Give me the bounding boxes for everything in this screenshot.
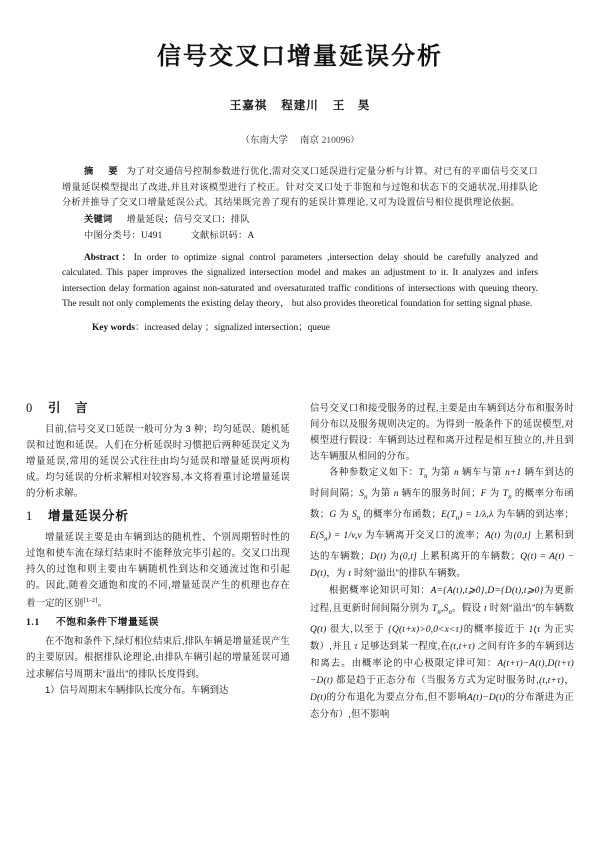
paragraph-right-1: 信号交叉口和接受服务的过程,主要是由车辆到达分布和服务时间分布以及服务规则决定的。为得到一般条件下的延误模型,对模型进行假设：车辆到达过程和离开过程是相互独立的,并且到达车辆服从相同的分布。 [310, 402, 574, 462]
abstract-cn-label: 摘 要 [84, 166, 121, 176]
paragraph-s1-1-a: 增量延误主要是由车辆到达的随机性、个别周期暂时性的过饱和使车流在绿灯结束时不能释放完毕引起的。交叉口出现持久的过饱和则主要由车辆随机性到达和交通流过饱和引起的。因此,随着交通饱和度的不同,增量延误产生的机理也存在着一定的区别 [26, 530, 290, 609]
section-heading-0 [26, 400, 290, 416]
section-title-1: 增量延误分析 [48, 508, 130, 523]
affiliation-institution: （东南大学 [240, 135, 288, 146]
column-right [310, 400, 574, 842]
paragraph-right-3: 根据概率论知识可知：A={A(t),t⩾0},D={D(t),t⩾0}为更新过程,且更新时间间隔分别为 $T_n,S_n$。假设 t 时刻“溢出”的车辆数 Q(t) 很大,以至于 {Q(t+x)>0,0<x<τ}的概率接近于 1(τ 为正实数）,并且 τ 足够达到某一程度,在(t,t+τ) 之间有许多的车辆到达和离去。由概率论的中心极限定律可知：A(t+τ)−A(t),D(t+τ)−D(t) 都是趋于正态分布（当服务方式为定时服务时,(t,t+τ)，D(t)的分布退化为要点分布,但不影响A(t)−D(t)的分布渐进为正态分布）,但不影响 [310, 584, 575, 719]
keywords-en-label: Key words [92, 322, 135, 333]
abstract-en-label: Abstract： [84, 252, 134, 263]
paragraph-s1-1 [26, 529, 290, 612]
keywords-cn-text: 增量延误；信号交叉口；排队 [126, 213, 250, 224]
author-3: 王 昊 [332, 100, 371, 112]
abstract-en [62, 251, 538, 313]
section-title-0: 引 言 [48, 401, 89, 415]
column-left [26, 400, 290, 842]
classification-line [62, 228, 538, 244]
author-list [0, 97, 600, 113]
subsection-heading-1-1 [26, 615, 290, 631]
doc-code-value: A [247, 230, 255, 241]
keywords-cn-label: 关键词 [84, 213, 113, 224]
page-title: 信号交叉口增量延误分析 [157, 42, 443, 70]
paragraph-s1-1-b: 。 [97, 597, 108, 609]
body-columns [26, 400, 574, 842]
section-heading-1 [26, 508, 290, 524]
subsection-number-1-1: 1.1 [26, 617, 40, 629]
keywords-en-text: ：increased delay ；signalized intersection；queue [134, 322, 330, 333]
doc-code-label: 文献标识码： [190, 230, 248, 241]
author-1: 王嘉祺 [229, 100, 268, 112]
abstract-en-text: In order to optimize signal control parameters ,intersection delay should be carefully analyzed and calculated. This paper improves the signalized intersection model and makes an adjustment to it. It analyzes and infers intersection delay formation against non-saturated and oversaturated traffic conditions of intersections with queuing theory. The result not only complements the existing delay theory， but also provides theoretical foundation for setting signal phase. [62, 252, 538, 310]
keywords-cn [62, 212, 538, 228]
author-2: 程建川 [281, 100, 319, 112]
clc-label: 中图分类号： [84, 230, 141, 241]
paragraph-s11-2: 1）信号周期末车辆排队长度分布。车辆到达 [45, 683, 229, 695]
clc-value: U491 [140, 230, 163, 241]
reference-marker[interactable]: [1-2] [83, 597, 98, 605]
section-number-1: 1 [26, 508, 34, 523]
affiliation [0, 132, 600, 146]
abstract-zone [62, 164, 538, 336]
abstract-cn [62, 164, 538, 211]
affiliation-zip: 210096） [321, 136, 360, 146]
paragraph-intro: 目前,信号交叉口延误一般可分为 3 种；均匀延误、随机延误和过饱和延误。人们在分析延误时习惯把后两种延误定义为增量延误,常用的延误公式往往由均匀延误和增量延误两项构成。均匀延误的分析求解相对较容易,本文将着重讨论增量延误的分析求解。 [26, 423, 290, 499]
paragraph-s11-1: 在不饱和条件下,绿灯相位结束后,排队车辆是增量延误产生的主要原因。根据排队论理论,由排队车辆引起的增量延误可通过求解信号周期末“溢出”的排队长度得到。 [26, 635, 290, 679]
abstract-cn-text: 为了对交通信号控制参数进行优化,需对交叉口延误进行定量分析与计算。对已有的平面信号交叉口增量延误模型提出了改进,并且对该模型进行了校正。针对交叉口处于非饱和与过饱和状态下的交通状况,用排队论分析并推导了交叉口增量延误公式。其结果既完善了现有的延误计算理论,又可为设置信号相位提供理论依据。 [62, 166, 538, 208]
paragraph-right-2: 各种参数定义如下：$T_n$ 为第 n 辆车与第 n+1 辆车到达的时间间隔；$S_n$ 为第 n 辆车的服务时间；F 为 $T_n$ 的概率分布函数；G 为 $S_n$ 的概率分布函数；$E(T_n) = 1/\lambda,\lambda$ 为车辆的到达率；$E(S_n) = 1/v,v$ 为车辆离开交叉口的流率；A(t) 为(0,t] 上累积到达的车辆数；D(t) 为(0,t] 上累积离开的车辆数；Q(t) = A(t) − D(t)，为 t 时刻“溢出”的排队车辆数。 [310, 466, 575, 580]
affiliation-city: 南京 [299, 135, 319, 146]
section-number-0: 0 [26, 401, 34, 415]
keywords-en [62, 321, 538, 336]
subsection-title-1-1: 不饱和条件下增量延误 [56, 617, 159, 629]
